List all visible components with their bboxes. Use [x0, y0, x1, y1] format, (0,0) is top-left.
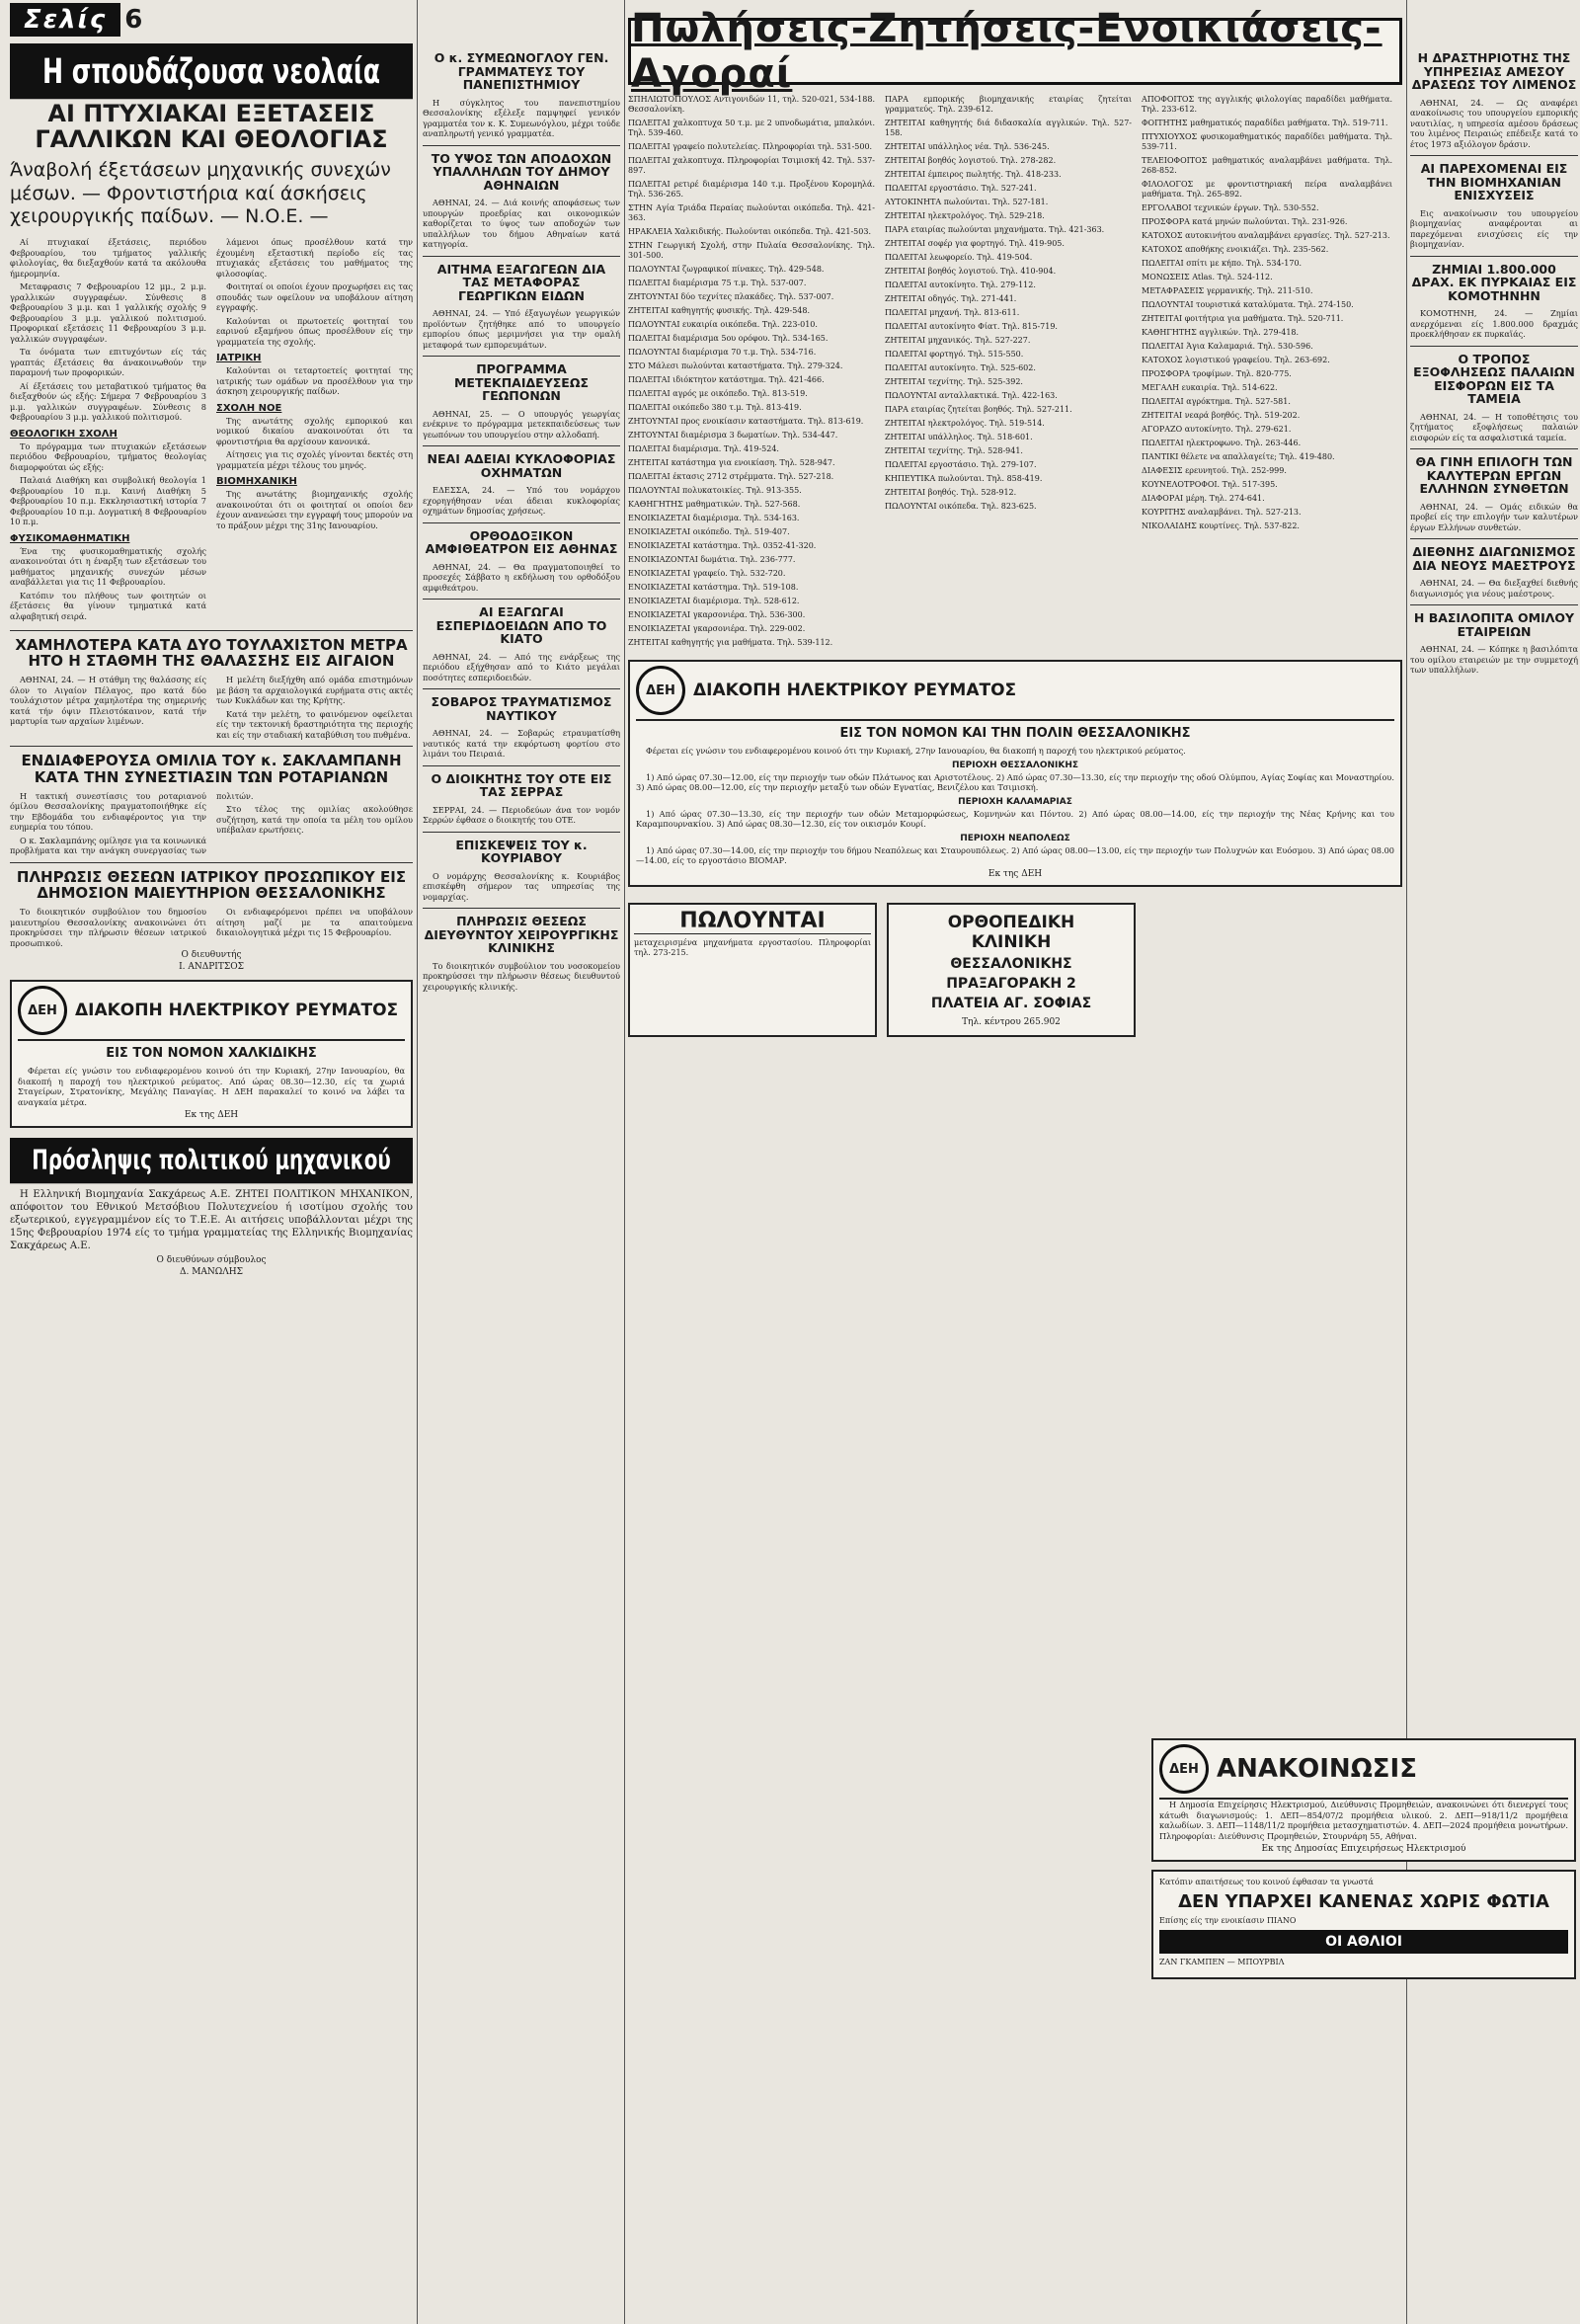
classified-ad: ΠΩΛΟΥΝΤΑΙ ζωγραφικοί πίνακες. Τηλ. 429-548.	[628, 265, 825, 274]
classified-ad: ΠΩΛΕΙΤΑΙ χαλκοπτυχα. Πληροφορίαι Τσιμισκή 42. Τηλ. 537-897.	[628, 156, 875, 175]
news-headline: ΠΛΗΡΩΣΙΣ ΘΕΣΕΩΣ ΔΙΕΥΘΥΝΤΟΥ ΧΕΙΡΟΥΡΓΙΚΗΣ ΚΛΙΝΙΚΗΣ	[424, 914, 619, 955]
classified-ad: ΖΗΤΕΙΤΑΙ έμπειρος πωλητής. Τηλ. 418-233.	[885, 170, 1062, 179]
classified-ad: ΠΩΛΕΙΤΑΙ ηλεκτροφωνο. Τηλ. 263-446.	[1142, 439, 1302, 447]
classified-ad: ΔΙΑΦΟΡΑΙ μέρη. Τηλ. 274-641.	[1142, 494, 1265, 503]
fire-footer: ΖΑΝ ΓΚΑΜΠΕΝ — ΜΠΟΥΡΒΙΛ	[1159, 1958, 1285, 1966]
divider	[423, 599, 620, 600]
article-paragraph: Εις ανακοίνωσιν του υπουργείου βιομηχανίας αναφέρονται αι παρεχόμεναι ενισχύσεις είς την βιομηχανίαν.	[1410, 207, 1578, 249]
fire-name: ΟΙ ΑΘΛΙΟΙ	[1159, 1930, 1568, 1954]
classified-ad: ΚΑΘΗΓΗΤΗΣ μαθηματικών. Τηλ. 527-568.	[628, 500, 801, 509]
engineer-body: Η Ελληνική Βιομηχανία Σακχάρεως Α.Ε. ΖΗΤΕΙ ΠΟΛΙΤΙΚΟΝ ΜΗΧΑΝΙΚΟΝ, απόφοιτον του Εθνικού Μετσόβιου Πολυτεχνείου ή ισοτίμου σχολής του εξωτερικού, εγγεγραμμένον είς το Τ.Ε.Ε. Αι αιτήσεις υποβάλλονται μέχρι της 15ης Φεβρουαρίου 1974 είς το τμήμα γραμματείας της Ελληνικής Βιομηχανίας Σακχάρεως Α.Ε.	[10, 1189, 413, 1252]
article-paragraph: ΕΔΕΣΣΑ, 24. — Υπό του νομάρχου εχορηγήθησαν νέαι άδειαι κυκλοφορίας οχημάτων δημοσίας χρήσεως.	[423, 485, 620, 516]
clinic-line: ΘΕΣΣΑΛΟΝΙΚΗΣ	[950, 955, 1072, 972]
section-tag: Σελίς	[10, 3, 120, 37]
classified-ad: ΣΤΗΝ Αγία Τριάδα Περαίας πωλούνται οικόπεδα. Τηλ. 421-363.	[628, 203, 875, 222]
fire-banner: ΔΕΝ ΥΠΑΡΧΕΙ ΚΑΝΕΝΑΣ ΧΩΡΙΣ ΦΩΤΙΑ	[1178, 1891, 1549, 1912]
divider	[423, 765, 620, 766]
signature-role: Ο διευθύνων σύμβουλος	[156, 1255, 267, 1266]
news-headline: ΝΕΑΙ ΑΔΕΙΑΙ ΚΥΚΛΟΦΟΡΙΑΣ ΟΧΗΜΑΤΩΝ	[427, 451, 616, 480]
notice-subtitle: ΕΙΣ ΤΟΝ ΝΟΜΟΝ ΚΑΙ ΤΗΝ ΠΟΛΙΝ ΘΕΣΣΑΛΟΝΙΚΗΣ	[839, 726, 1191, 741]
announcements-footer: Εκ της Δημοσίας Επιχειρήσεως Ηλεκτρισμού	[1261, 1844, 1466, 1854]
classified-ad: ΗΡΑΚΛΕΙΑ Χαλκιδικής. Πωλούνται οικόπεδα. Τηλ. 421-503.	[628, 227, 871, 236]
section-header	[10, 0, 413, 40]
classified-ad: ΖΗΤΕΙΤΑΙ σοφέρ για φορτηγό. Τηλ. 419-905.	[885, 239, 1065, 248]
classified-ad: ΣΤΟ Μάλεσι πωλούνται καταστήματα. Τηλ. 279-324.	[628, 361, 843, 370]
classified-ad: ΠΩΛΕΙΤΑΙ σπίτι με κήπο. Τηλ. 534-170.	[1142, 259, 1303, 268]
classified-ad: ΖΗΤΕΙΤΑΙ καθηγητής διά διδασκαλία αγγλικών. Τηλ. 527-158.	[885, 119, 1132, 137]
notice-header	[18, 986, 405, 1041]
classified-ad: ΠΩΛΕΙΤΑΙ μηχανή. Τηλ. 813-611.	[885, 308, 1020, 317]
article-paragraph: Καλούνται οι τεταρτοετείς φοιτηταί της ιατρικής των ομάδων να προσέλθουν για την άσκηση χειρουργικής παίδων.	[216, 365, 413, 397]
divider	[423, 908, 620, 909]
divider	[1410, 538, 1578, 539]
section-number: 6	[124, 5, 143, 35]
ads-column-a	[628, 95, 875, 652]
classified-ad: ΠΩΛΕΙΤΑΙ αυτοκίνητο. Τηλ. 279-112.	[885, 280, 1036, 289]
notice-title: ΔΙΑΚΟΠΗ ΗΛΕΚΤΡΙΚΟΥ ΡΕΥΜΑΤΟΣ	[693, 681, 1017, 700]
clinic-line: ΠΡΑΞΑΓΟΡΑΚΗ 2	[946, 975, 1076, 992]
divider	[1410, 256, 1578, 257]
classified-ad: ΠΩΛΕΙΤΑΙ αγρόκτημα. Τηλ. 527-581.	[1142, 397, 1291, 406]
notice-intro: Φέρεται είς γνώσιν του ενδιαφερομένου κοινού ότι την Κυριακή, 27ην Ιανουαρίου, θα διακοπή η παροχή του ηλεκτρικού ρεύματος.	[646, 746, 1186, 756]
classified-ad: ΖΗΤΕΙΤΑΙ υπάλληλος. Τηλ. 518-601.	[885, 433, 1033, 441]
news-headline: Ο ΤΡΟΠΟΣ ΕΞΟΦΛΗΣΕΩΣ ΠΑΛΑΙΩΝ ΕΙΣΦΟΡΩΝ ΕΙΣ ΤΑ ΤΑΜΕΙΑ	[1413, 351, 1575, 406]
classified-ad: ΠΑΝΤΙΚΙ θέλετε να απαλλαγείτε; Τηλ. 419-480.	[1142, 452, 1335, 461]
article-paragraph: Στο τέλος της ομιλίας ακολούθησε συζήτηση, κατά την οποία τα μέλη του ομίλου υπέβαλαν ερωτήσεις.	[216, 804, 413, 836]
notice-footer: Εκ της ΔΕΗ	[988, 868, 1043, 879]
classified-ad: ΠΩΛΟΥΝΤΑΙ ευκαιρία οικόπεδα. Τηλ. 223-010.	[628, 320, 818, 329]
divider	[10, 862, 413, 863]
classified-ad: ΜΕΓΑΛΗ ευκαιρία. Τηλ. 514-622.	[1142, 383, 1278, 392]
signature-name: Ι. ΑΝΔΡΙΤΣΟΣ	[179, 962, 244, 973]
rotary-headline: ΕΝΔΙΑΦΕΡΟΥΣΑ ΟΜΙΛΙΑ ΤΟΥ κ. ΣΑΚΛΑΜΠΑΝΗ ΚΑΤΑ ΤΗΝ ΣΥΝΕΣΤΙΑΣΙΝ ΤΩΝ ΡΟΤΑΡΙΑΝΩΝ	[21, 752, 402, 786]
youth-banner: Η σπουδάζουσα νεολαία	[10, 43, 413, 99]
divider	[1410, 448, 1578, 449]
divider	[1410, 346, 1578, 347]
ads-column-c	[1142, 95, 1392, 652]
announcements-block	[1151, 1730, 1576, 1979]
notice-title: ΔΙΑΚΟΠΗ ΗΛΕΚΤΡΙΚΟΥ ΡΕΥΜΑΤΟΣ	[75, 1001, 399, 1021]
article-paragraph: Μεταφρασις 7 Φεβρουαρίου 12 μμ., 2 μ.μ. γραλλικών συγγραφέων. Σύνθεσις 8 Φεβρουαρίου 3 μ.μ. και 1 γαλλικής σχολής 9 Φεβρουαρίου 3 μ.μ. γαλλικού πολιτισμού. Προφορικαί εξετάσεις 11 Φεβρουαρίου 3 μ.μ. γαλλικών συγγραφέων.	[10, 281, 206, 344]
article-paragraph: ΑΘΗΝΑΙ, 24. — Κόπηκε η βασιλόπιτα του ομίλου εταιρειών με την συμμετοχή των υπαλλήλων.	[1410, 644, 1578, 675]
news-headline: ΟΡΘΟΔΟΞΙΚΟΝ ΑΜΦΙΘΕΑΤΡΟΝ ΕΙΣ ΑΘΗΝΑΣ	[425, 527, 618, 556]
signature-name: Δ. ΜΑΝΩΛΗΣ	[180, 1267, 243, 1278]
classified-ad: ΠΑΡΑ εταιρίας ζητείται βοηθός. Τηλ. 527-211.	[885, 405, 1072, 414]
column-classifieds	[628, 0, 1402, 1045]
divider	[1410, 604, 1578, 605]
article-paragraph: Φοιτηταί οι οποίοι έχουν προχωρήσει εις τας σπουδάς των οφείλουν να υποβάλουν αίτηση εγγραφής.	[216, 281, 413, 313]
classified-ad: ΖΗΤΕΙΤΑΙ ηλεκτρολόγος. Τηλ. 519-514.	[885, 419, 1045, 428]
theology-subhead: ΘΕΟΛΟΓΙΚΗ ΣΧΟΛΗ	[10, 428, 118, 440]
article-paragraph: ΑΘΗΝΑΙ, 24. — Υπό έξαγωγέων γεωργικών προϊόντων ζητήθηκε από το υπουργείο εμπορίου όπως μεριμνήσει για την ομαλή μεταφορά των εμπορευμάτων.	[423, 308, 620, 350]
classified-ad: ΠΩΛΕΙΤΑΙ γραφείο πολυτελείας. Πληροφορίαι τηλ. 531-500.	[628, 142, 873, 151]
divider	[423, 688, 620, 689]
classified-ad: ΖΗΤΕΙΤΑΙ βοηθός λογιστού. Τηλ. 410-904.	[885, 267, 1057, 276]
ads-column-b	[885, 95, 1132, 652]
classified-ad: ΠΩΛΕΙΤΑΙ εργοστάσιο. Τηλ. 527-241.	[885, 184, 1037, 193]
announcements-title: ΑΝΑΚΟΙΝΩΣΙΣ	[1217, 1754, 1417, 1784]
classified-ad: ΚΑΤΟΧΟΣ αποθήκης ενοικιάζει. Τηλ. 235-562.	[1142, 245, 1329, 254]
article-paragraph: ΑΘΗΝΑΙ, 25. — Ο υπουργός γεωργίας ενέκρινε το πρόγραμμα μετεκπαιδεύσεως των γεωπόνων του υπουργείου στην αλλοδαπή.	[423, 408, 620, 440]
news-headline: Η ΔΡΑΣΤΗΡΙΟΤΗΣ ΤΗΣ ΥΠΗΡΕΣΙΑΣ ΑΜΕΣΟΥ ΔΡΑΣΕΩΣ ΤΟΥ ΛΙΜΕΝΟΣ	[1411, 50, 1577, 92]
notice-body: Φέρεται είς γνώσιν του ενδιαφερομένου κοινού ότι την Κυριακή, 27ην Ιανουαρίου, θα διακοπή η παροχή του ηλεκτρικού ρεύματος. Από ώρας 08.30—12.30, είς τα χωριά Σταγείρων, Στρατονίκης, Μεγάλης Παναγίας. Η ΔΕΗ παρακαλεί το κοινό να λάβει τα αναγκαία μέτρα.	[18, 1066, 405, 1107]
divider	[10, 630, 413, 631]
notice-subtitle: ΕΙΣ ΤΟΝ ΝΟΜΟΝ ΧΑΛΚΙΔΙΚΗΣ	[106, 1046, 317, 1062]
area-text: 1) Από ώρας 07.30—13.30, είς την περιοχήν των οδών Μεταμορφώσεως, Κομνηνών και Πόντου. 2) Από ώρας 08.00—14.00, είς την περιοχήν της Νέας Κρήνης και του Καραμπουρνακίου. 3) Από ώρας 08.30—12.30, είς τον οικισμόν Κουρί.	[636, 808, 1394, 829]
classifieds-banner	[628, 6, 1402, 97]
column-rule	[417, 0, 418, 2324]
article-paragraph: ΑΘΗΝΑΙ, 24. — Η τοποθέτησις του ζητήματος εξοφλήσεως παλαιών εισφορών είς τα ασφαλιστικά ταμεία.	[1410, 411, 1578, 442]
noe-subhead: ΣΧΟΛΗ ΝΟΕ	[216, 402, 282, 414]
classified-ad: ΑΠΟΦΟΙΤΟΣ της αγγλικής φιλολογίας παραδίδει μαθήματα. Τηλ. 233-612.	[1142, 95, 1392, 114]
classified-ad: ΠΩΛΕΙΤΑΙ Άγια Καλαμαριά. Τηλ. 530-596.	[1142, 342, 1313, 351]
classified-ad: ΤΕΛΕΙΟΦΟΙΤΟΣ μαθηματικός αναλαμβάνει μαθήματα. Τηλ. 268-852.	[1142, 156, 1392, 175]
article-paragraph: Το πρόγραμμα των πτυχιακών εξετάσεων περιόδου Φεβρουαρίου, τμήματος θεολογίας διαμορφούται ώς εξής:	[10, 441, 206, 472]
news-headline: Ο ΔΙΟΙΚΗΤΗΣ ΤΟΥ ΟΤΕ ΕΙΣ ΤΑΣ ΣΕΡΡΑΣ	[431, 770, 612, 799]
article-paragraph: ΚΟΜΟΤΗΝΗ, 24. — Ζημίαι ανερχόμεναι είς 1.800.000 δραχμάς προεκλήθησαν εκ πυρκαϊάς.	[1410, 308, 1578, 339]
polountai-title: ΠΩΛΟΥΝΤΑΙ	[634, 909, 871, 934]
article-paragraph: ΑΘΗΝΑΙ, 24. — Θα πραγματοποιηθεί το προσεχές Σάββατο η εκδήλωση του ορθοδόξου αμφιθεάτρου.	[423, 561, 620, 593]
signature-role: Ο διευθυντής	[181, 950, 242, 961]
article-paragraph: Τα όνόματα των επιτυχόντων είς τάς γραπτάς έξετάσεις θα άνακοινωθούν την παραμονή των προφορικών.	[10, 347, 206, 378]
classified-ad: ΖΗΤΕΙΤΑΙ μηχανικός. Τηλ. 527-227.	[885, 336, 1031, 345]
clinic-phone: Τηλ. κέντρου 265.902	[962, 1016, 1061, 1027]
bio-subhead: ΒΙΟΜΗΧΑΝΙΚΗ	[216, 476, 297, 488]
aegean-headline: ΧΑΜΗΛΟΤΕΡΑ ΚΑΤΑ ΔΥΟ ΤΟΥΛΑΧΙΣΤΟΝ ΜΕΤΡΑ ΗΤΟ Η ΣΤΑΘΜΗ ΤΗΣ ΘΑΛΑΣΣΗΣ ΕΙΣ ΑΙΓΑΙΟΝ	[15, 636, 408, 671]
article-paragraph: Παλαιά Διαθήκη και συμβολική θεολογία 1 Φεβρουαρίου 10 π.μ. Καινή Διαθήκη 5 Φεβρουαρίου 10 π.μ. Εκκλησιαστική ιστορία 7 Φεβρουαρίου 10 π.μ. Δογματική 8 Φεβρουαρίου 10 π.μ.	[10, 475, 206, 527]
dei-logo-icon: ΔΕΗ	[636, 666, 685, 715]
classified-ad: ΕΝΟΙΚΙΑΖΟΝΤΑΙ δωμάτια. Τηλ. 236-777.	[628, 555, 796, 564]
classified-ad: ΖΗΤΕΙΤΑΙ βοηθός λογιστού. Τηλ. 278-282.	[885, 156, 1057, 165]
classified-ad: ΠΡΟΣΦΟΡΑ τροφίμων. Τηλ. 820-775.	[1142, 369, 1292, 378]
classified-ad: ΠΩΛΕΙΤΑΙ ρετιρέ διαμέρισμα 140 τ.μ. Προξένου Κορομηλά. Τηλ. 536-265.	[628, 180, 875, 199]
clinic-line: ΚΛΙΝΙΚΗ	[971, 931, 1052, 952]
divider	[423, 356, 620, 357]
fire-intro: Κατόπιν απαιτήσεως του κοινού έφθασαν τα γνωστά	[1159, 1878, 1374, 1886]
classified-ad: ΕΝΟΙΚΙΑΖΕΤΑΙ οικόπεδο. Τηλ. 519-407.	[628, 527, 790, 536]
area-title: ΠΕΡΙΟΧΗ ΚΑΛΑΜΑΡΙΑΣ	[958, 796, 1072, 807]
news-headline: ΑΙΤΗΜΑ ΕΞΑΓΩΓΕΩΝ ΔΙΑ ΤΑΣ ΜΕΤΑΦΟΡΑΣ ΓΕΩΡΓΙΚΩΝ ΕΙΔΩΝ	[436, 261, 606, 303]
classified-ad: ΠΩΛΕΙΤΑΙ αγρός με οικόπεδο. Τηλ. 813-519.	[628, 389, 808, 398]
news-headline: ΕΠΙΣΚΕΨΕΙΣ ΤΟΥ κ. ΚΟΥΡΙΑΒΟΥ	[455, 837, 588, 865]
classified-ad: ΠΩΛΕΙΤΑΙ χαλκοπτυχα 50 τ.μ. με 2 υπνοδωμάτια, μπαλκόνι. Τηλ. 539-460.	[628, 119, 875, 137]
classified-ad: ΑΥΤΟΚΙΝΗΤΑ πωλούνται. Τηλ. 527-181.	[885, 198, 1049, 206]
classified-ad: ΕΡΓΟΛΑΒΟΙ τεχνικών έργων. Τηλ. 530-552.	[1142, 203, 1319, 212]
classified-ad: ΜΕΤΑΦΡΑΣΕΙΣ γερμανικής. Τηλ. 211-510.	[1142, 286, 1313, 295]
classified-ad: ΠΑΡΑ εμπορικής βιομηχανικής εταιρίας ζητείται γραμματεύς. Τηλ. 239-612.	[885, 95, 1132, 114]
classified-ad: ΠΩΛΟΥΝΤΑΙ τουριστικά καταλύματα. Τηλ. 274-150.	[1142, 300, 1354, 309]
article-paragraph: Αίτησεις για τις σχολές γίνονται δεκτές στη γραμματεία μέχρι τέλους του μηνός.	[216, 449, 413, 470]
classified-ad: ΖΗΤΟΥΝΤΑΙ δύο τεχνίτες πλακάδες. Τηλ. 537-007.	[628, 292, 834, 301]
area-title: ΠΕΡΙΟΧΗ ΝΕΑΠΟΛΕΩΣ	[960, 833, 1070, 843]
classified-ad: ΣΤΗΝ Γεωργική Σχολή, στην Πυλαία Θεσσαλονίκης. Τηλ. 301-500.	[628, 241, 875, 260]
classified-ad: ΕΝΟΙΚΙΑΖΕΤΑΙ γκαρσονιέρα. Τηλ. 536-300.	[628, 610, 806, 619]
news-headline: ΤΟ ΥΨΟΣ ΤΩΝ ΑΠΟΔΟΧΩΝ ΥΠΑΛΛΗΛΩΝ ΤΟΥ ΔΗΜΟΥ ΑΘΗΝΑΙΩΝ	[431, 150, 612, 193]
article-paragraph: ΑΘΗΝΑΙ, 24. — Διά κοινής αποφάσεως των υπουργών προεδρίας και οικονομικών καθορίζεται το ύψος των αποδοχών των υπαλλήλων του δήμου Αθηναίων κατά κατηγορία.	[423, 198, 620, 249]
fire-ad	[1151, 1870, 1576, 1979]
classified-ad: ΕΝΟΙΚΙΑΖΕΤΑΙ κατάστημα. Τηλ. 519-108.	[628, 583, 799, 592]
article-paragraph: Η τακτική συνεστίασις του ροταριανού όμίλου Θεσσαλονίκης πραγματοποιήθηκε είς την Εβδομάδα του ενδιαφέροντος για την ευημερία του τόπου.	[10, 790, 206, 833]
classified-ad: ΠΩΛΕΙΤΑΙ έκτασις 2712 στρέμματα. Τηλ. 527-218.	[628, 472, 834, 481]
classified-ad: ΕΝΟΙΚΙΑΖΕΤΑΙ διαμέρισμα. Τηλ. 528-612.	[628, 597, 800, 605]
aegean-body	[10, 675, 413, 740]
area-title: ΠΕΡΙΟΧΗ ΘΕΣΣΑΛΟΝΙΚΗΣ	[951, 760, 1079, 770]
classifieds-bottom	[628, 895, 1402, 1045]
notice-footer: Εκ της ΔΕΗ	[184, 1110, 239, 1121]
article-paragraph: Καλούνται οι πρωτοετείς φοιτηταί του εαρινού εξαμήνου όπως προσέλθουν είς την γραμματεία της σχολής.	[216, 315, 413, 347]
phys-subhead: ΦΥΣΙΚΟΜΑΘΗΜΑΤΙΚΗ	[10, 532, 130, 544]
classified-ad: ΖΗΤΕΙΤΑΙ νεαρά βοηθός. Τηλ. 519-202.	[1142, 411, 1301, 420]
maternity-body	[10, 907, 413, 948]
fire-middle: Επίσης είς την ενοικίασιν ΠΙΑΝΟ	[1159, 1916, 1297, 1925]
divider	[423, 445, 620, 446]
classified-ad: ΠΩΛΟΥΝΤΑΙ ανταλλακτικά. Τηλ. 422-163.	[885, 391, 1058, 400]
classified-ad: ΠΑΡΑ εταιρίας πωλούνται μηχανήματα. Τηλ. 421-363.	[885, 225, 1105, 234]
classified-ad: ΠΩΛΟΥΝΤΑΙ οικόπεδα. Τηλ. 823-625.	[885, 502, 1037, 511]
classified-ad: ΠΩΛΕΙΤΑΙ εργοστάσιο. Τηλ. 279-107.	[885, 460, 1037, 469]
article-paragraph: Ο νομάρχης Θεσσαλονίκης κ. Κουριάβος επισκέφθη σήμερον τας υπηρεσίας της νομαρχίας.	[423, 870, 620, 902]
classified-ad: ΦΙΛΟΛΟΓΟΣ με φροντιστηριακή πείρα αναλαμβάνει μαθήματα. Τηλ. 265-892.	[1142, 180, 1392, 199]
classified-ad: ΕΝΟΙΚΙΑΖΕΤΑΙ κατάστημα. Τηλ. 0352-41-320.	[628, 541, 817, 550]
article-paragraph: Κατόπιν του πλήθους των φοιτητών οι έξετάσεις θα γίνουν τμηματικά κατά αλφαβητική σειρά.	[10, 590, 206, 621]
article-paragraph: Της ανωτάτης βιομηχανικής σχολής ανακοινούται ότι οι φοιτηταί οι οποίοι δεν έχουν ανανεώσει την εγγραφή τους μπορούν να το πράξουν μέχρι της 31ης Ιανουαρίου.	[216, 489, 413, 530]
announcements-notice	[1151, 1738, 1576, 1862]
classified-ad: ΠΩΛΕΙΤΑΙ φορτηγό. Τηλ. 515-550.	[885, 350, 1024, 359]
classified-ad: ΠΩΛΕΙΤΑΙ διαμέρισμα. Τηλ. 419-524.	[628, 444, 779, 453]
classified-ad: ΖΗΤΕΙΤΑΙ τεχνίτης. Τηλ. 525-392.	[885, 377, 1023, 386]
classified-ad: ΠΩΛΟΥΝΤΑΙ πολυκατοικίες. Τηλ. 913-355.	[628, 486, 802, 495]
article-paragraph: ΑΘΗΝΑΙ, 24. — Η στάθμη της θαλάσσης είς όλον το Αιγαίον Πέλαγος, προ κατά δύο τουλάχιστον μέτρα χαμηλοτέρα της σημερινής κατά τήν όψιν Πλειστόκαινον, κατά τήν μαρτυρία των αρχαίων λιμένων.	[10, 675, 206, 727]
iatriki-subhead: ΙΑΤΡΙΚΗ	[216, 353, 262, 364]
power-notice-chalkidiki	[10, 980, 413, 1128]
article-paragraph: ΑΘΗΝΑΙ, 24. — Ομάς ειδικών θα προβεί είς την επιλογήν των καλυτέρων έργων Ελλήνων συνθετών.	[1410, 501, 1578, 532]
engineer-banner: Πρόσληψις πολιτικού μηχανικού	[10, 1138, 413, 1183]
column-left	[10, 0, 413, 1279]
news-headline: ΑΙ ΠΑΡΕΧΟΜΕΝΑΙ ΕΙΣ ΤΗΝ ΒΙΟΜΗΧΑΝΙΑΝ ΕΝΙΣΧΥΣΕΙΣ	[1420, 161, 1568, 202]
classified-ad: ΚΑΤΟΧΟΣ λογιστικού γραφείου. Τηλ. 263-692.	[1142, 356, 1330, 364]
classified-ad: ΖΗΤΕΙΤΑΙ καθηγητής φυσικής. Τηλ. 429-548.	[628, 306, 811, 315]
classified-ad: ΣΠΗΛΙΩΤΟΠΟΥΛΟΣ Αντιγονιδών 11, τηλ. 520-021, 534-188. Θεσσαλονίκη.	[628, 95, 875, 114]
article-paragraph: Ένα της φυσικομαθηματικής σχολής ανακοινούται ότι η έναρξη των εξετάσεων του μαθήματος μηχανικής συνεχών μέσων αναβάλλεται για τις 11 Φεβρουαρίου.	[10, 545, 206, 588]
announcements-body: Η Δημοσία Επιχείρησις Ηλεκτρισμού, Διεύθυνσις Προμηθειών, ανακοινώνει ότι διενεργεί τους κάτωθι διαγωνισμούς: 1. ΔΕΠ—854/07/2 προμήθεια υλικού. 2. ΔΕΠ—918/11/2 προμήθεια καλωδίων. 3. ΔΕΠ—1148/11/2 προμήθεια μετασχηματιστών. 4. ΔΕΠ—2024 προμήθεια μονωτήρων. Πληροφορίαι: Διεύθυνσις Προμηθειών, Στουρνάρη 55, Αθήναι.	[1159, 1800, 1568, 1841]
rotary-body	[10, 791, 413, 856]
classified-ad: ΕΝΟΙΚΙΑΖΕΤΑΙ γραφείο. Τηλ. 532-720.	[628, 569, 786, 578]
classified-ad: ΖΗΤΕΙΤΑΙ ηλεκτρολόγος. Τηλ. 529-218.	[885, 211, 1045, 220]
classified-ad: ΠΩΛΕΙΤΑΙ ιδιόκτητον κατάστημα. Τηλ. 421-466.	[628, 375, 825, 384]
article-paragraph: Αί έξετάσεις του μεταβατικού τμήματος θα διεξαχθούν ώς εξής: Σήμερα 7 Φεβρουαρίου 3 μ.μ. γαλλικών συγγραφέων. Σύνθεσις 8 Φεβρουαρίου 3 μ.μ. γαλλικού πολιτισμού.	[10, 380, 206, 423]
divider	[423, 145, 620, 146]
classified-ad: ΖΗΤΕΙΤΑΙ υπάλληλος νέα. Τηλ. 536-245.	[885, 142, 1050, 151]
news-headline: ΣΟΒΑΡΟΣ ΤΡΑΥΜΑΤΙΣΜΟΣ ΝΑΥΤΙΚΟΥ	[431, 694, 612, 723]
classified-ad: ΚΗΠΕΥΤΙΚΑ πωλούνται. Τηλ. 858-419.	[885, 474, 1043, 483]
classified-ad: ΚΑΘΗΓΗΤΗΣ αγγλικών. Τηλ. 279-418.	[1142, 328, 1300, 337]
article-paragraph: ΑΘΗΝΑΙ, 24. — Σοβαρώς ετραυματίσθη ναυτικός κατά την εκφόρτωση φορτίου στο λιμάνι του Πειραιά.	[423, 728, 620, 759]
polountai-body: μεταχειρισμένα μηχανήματα εργοστασίου. Πληροφορίαι τηλ. 273-215.	[634, 937, 871, 957]
classified-ad: ΠΩΛΕΙΤΑΙ αυτοκίνητο Φίατ. Τηλ. 815-719.	[885, 322, 1058, 331]
news-headline: ΑΙ ΕΞΑΓΩΓΑΙ ΕΣΠΕΡΙΔΟΕΙΔΩΝ ΑΠΟ ΤΟ ΚΙΑΤΟ	[435, 604, 607, 646]
classified-ad: ΖΗΤΟΥΝΤΑΙ προς ενοικίασιν καταστήματα. Τηλ. 813-619.	[628, 417, 864, 426]
classified-ad: ΠΩΛΕΙΤΑΙ λεωφορείο. Τηλ. 419-504.	[885, 253, 1033, 262]
column-right	[1410, 0, 1578, 679]
news-headline: ΖΗΜΙΑΙ 1.800.000 ΔΡΑΧ. ΕΚ ΠΥΡΚΑΙΑΣ ΕΙΣ ΚΟΜΟΤΗΝΗΝ	[1411, 261, 1577, 303]
area-text: 1) Από ώρας 07.30—14.00, είς την περιοχήν του δήμου Νεαπόλεως και Σταυρουπόλεως. 2) Από ώρας 08.00—13.00, είς την περιοχήν των Πολυχνών και Ευόσμου. 3) Από ώρας 08.00—14.00, είς το εργοστάσιο ΒΙΟΜΑΡ.	[636, 844, 1394, 865]
divider	[423, 832, 620, 833]
classified-ad: ΝΙΚΟΛΑΙΔΗΣ κουρτίνες. Τηλ. 537-822.	[1142, 521, 1300, 530]
clinic-line: ΟΡΘΟΠΕΔΙΚΗ	[947, 912, 1075, 932]
article-paragraph: Κατά την μελέτη, το φαινόμενον οφείλεται είς την τεκτονική δραστηριότητα της περιοχής και είς την σταδιακή καταβύθιση του πυθμένα.	[216, 708, 413, 740]
article-paragraph: Ο κ. Σακλαμπάνης ομίλησε για τα κοινωνικά προβλήματα και την ανάγκη συνεργασίας των πολιτών.	[10, 790, 254, 856]
area-text: 1) Από ώρας 07.30—12.00, είς την περιοχήν των οδών Πλάτωνος και Αριστοτέλους. 2) Από ώρας 07.30—13.30, είς την περιοχήν της οδού Ολύμπου, Αγίας Σοφίας και Μοναστηρίου. 3) Από ώρας 08.00—12.00, είς την περιοχήν μεταξύ των οδών Εγνατίας, Βενιζέλου και Τσιμισκή.	[636, 771, 1394, 792]
news-headline: ΘΑ ΓΙΝΗ ΕΠΙΛΟΓΗ ΤΩΝ ΚΑΛΥΤΕΡΩΝ ΕΡΓΩΝ ΕΛΛΗΝΩΝ ΣΥΝΘΕΤΩΝ	[1415, 454, 1573, 496]
news-headline: ΠΡΟΓΡΑΜΜΑ ΜΕΤΕΚΠΑΙΔΕΥΣΕΩΣ ΓΕΩΠΟΝΩΝ	[453, 361, 590, 403]
classified-ad: ΦΟΙΤΗΤΗΣ μαθηματικός παραδίδει μαθήματα. Τηλ. 519-711.	[1142, 119, 1388, 127]
exams-lead: Άναβολή έξετάσεων μηχανικής συνεχών μέσων. — Φροντιστήρια καί άσκήσεις χειρουργικής παίδων. — Ν.Ο.Ε. —	[10, 158, 391, 228]
classified-ad: ΚΟΥΡΙΤΗΣ αναλαμβάνει. Τηλ. 527-213.	[1142, 508, 1302, 517]
article-paragraph: Η σύγκλητος του πανεπιστημίου Θεσσαλονίκης εξέλεξε παμψηφεί γενικόν γραμματέα τον κ. Κ. Συμεωνόγλου, μέχρι τούδε αναπληρωτή γενικό γραμματέα.	[423, 97, 620, 138]
clinic-line: ΠΛΑΤΕΙΑ ΑΓ. ΣΟΦΙΑΣ	[930, 995, 1092, 1011]
classified-ad: ΑΓΟΡΑΖΟ αυτοκίνητο. Τηλ. 279-621.	[1142, 425, 1292, 434]
article-paragraph: Αί πτυχιακαί έξετάσεις, περιόδου Φεβρουαρίου, του τμήματος γαλλικής φιλολογίας, θα διεξαχθούν κατά τα ακόλουθα ήμερομηνία.	[10, 237, 206, 279]
article-paragraph: ΑΘΗΝΑΙ, 24. — Από της ενάρξεως της περιόδου εξήχθησαν από το Κιάτο μεγάλαι ποσότητες εσπεριδοειδών.	[423, 651, 620, 682]
divider	[423, 256, 620, 257]
notice-header	[636, 666, 1394, 721]
article-paragraph: ΑΘΗΝΑΙ, 24. — Θα διεξαχθεί διεθνής διαγωνισμός για νέους μαέστρους.	[1410, 578, 1578, 599]
column-news	[423, 0, 620, 995]
notice-header	[1159, 1744, 1568, 1800]
divider	[1410, 155, 1578, 156]
classified-ad: ΕΝΟΙΚΙΑΖΕΤΑΙ διαμέρισμα. Τηλ. 534-163.	[628, 514, 800, 522]
power-notice-thessaloniki	[628, 660, 1402, 887]
maternity-headline: ΠΛΗΡΩΣΙΣ ΘΕΣΕΩΝ ΙΑΤΡΙΚΟΥ ΠΡΟΣΩΠΙΚΟΥ ΕΙΣ ΔΗΜΟΣΙΟΝ ΜΑΙΕΥΤΗΡΙΟΝ ΘΕΣΣΑΛΟΝΙΚΗΣ	[16, 867, 407, 902]
article-paragraph: Η μελέτη διεξήχθη από ομάδα επιστημόνων με βάση τα αρχαιολογικά ευρήματα στις ακτές των Κυκλάδων και της Κρήτης.	[216, 675, 413, 706]
classified-ad: ΖΗΤΟΥΝΤΑΙ διαμέρισμα 3 δωματίων. Τηλ. 534-447.	[628, 431, 838, 440]
article-paragraph: λάμενοι όπως προσέλθουν κατά την έχουμένη εξεταστική περίοδο είς τας πτυχιακάς εξετάσεις του μαθήματος της φιλοσοφίας.	[216, 237, 413, 279]
article-paragraph: Της ανωτάτης σχολής εμπορικού και νομικού δικαίου ανακοινούται ότι τα φροντιστήρια θα αρχίσουν κανονικά.	[216, 415, 413, 446]
classified-ad: ΠΤΥΧΙΟΥΧΟΣ φυσικομαθηματικός παραδίδει μαθήματα. Τηλ. 539-711.	[1142, 132, 1392, 151]
classified-ad: ΖΗΤΕΙΤΑΙ τεχνίτης. Τηλ. 528-941.	[885, 446, 1023, 455]
classified-ad: ΖΗΤΕΙΤΑΙ οδηγός. Τηλ. 271-441.	[885, 294, 1017, 303]
exams-headline: ΑΙ ΠΤΥΧΙΑΚΑΙ ΕΞΕΤΑΣΕΙΣ ΓΑΛΛΙΚΩΝ ΚΑΙ ΘΕΟΛΟΓΙΑΣ	[35, 100, 388, 153]
divider	[10, 746, 413, 747]
news-headline: Η ΒΑΣΙΛΟΠΙΤΑ ΟΜΙΛΟΥ ΕΤΑΙΡΕΙΩΝ	[1413, 610, 1575, 639]
article-paragraph: ΣΕΡΡΑΙ, 24. — Περιοδεύων άνα τον νομόν Σερρών έφθασε ο διοικητής του ΟΤΕ.	[423, 804, 620, 825]
polountai-box	[628, 903, 877, 1037]
classified-ad: ΜΟΝΩΣΕΙΣ Atlas. Τηλ. 524-112.	[1142, 273, 1273, 281]
classified-ad: ΔΙΑΦΕΣΙΣ ερευνητού. Τηλ. 252-999.	[1142, 466, 1287, 475]
dei-logo-icon: ΔΕΗ	[18, 986, 67, 1035]
classified-ad: ΖΗΤΕΙΤΑΙ φοιτήτρια για μαθήματα. Τηλ. 520-711.	[1142, 314, 1344, 323]
classified-ad: ΠΩΛΕΙΤΑΙ διαμέρισμα 75 τ.μ. Τηλ. 537-007.	[628, 279, 807, 287]
news-headline: ΔΙΕΘΝΗΣ ΔΙΑΓΩΝΙΣΜΟΣ ΔΙΑ ΝΕΟΥΣ ΜΑΕΣΤΡΟΥΣ	[1412, 544, 1576, 573]
classifieds-grid	[628, 95, 1402, 652]
classified-ad: ΖΗΤΕΙΤΑΙ κατάστημα για ενοικίαση. Τηλ. 528-947.	[628, 458, 835, 467]
classified-ad: ΠΩΛΕΙΤΑΙ οικόπεδο 380 τ.μ. Τηλ. 813-419.	[628, 403, 802, 412]
article-paragraph: Οι ενδιαφερόμενοι πρέπει να υποβάλουν αίτηση μαζί με τα απαιτούμενα δικαιολογητικά μέχρι τις 15 Φεβρουαρίου.	[216, 907, 413, 938]
classified-ad: ΠΩΛΕΙΤΑΙ αυτοκίνητο. Τηλ. 525-602.	[885, 363, 1036, 372]
classified-ad: ΠΡΟΣΦΟΡΑ κατά μηνών πωλούνται. Τηλ. 231-926.	[1142, 217, 1348, 226]
divider	[423, 522, 620, 523]
classified-ad: ΕΝΟΙΚΙΑΖΕΤΑΙ γκαρσονιέρα. Τηλ. 229-002.	[628, 624, 806, 633]
orthopedic-clinic-ad	[887, 903, 1136, 1037]
article-paragraph: Το διοικητικόν συμβούλιον του δημοσίου μαιευτηρίου Θεσσαλονίκης ανακοινώνει ότι προκηρύσσει την πλήρωσιν θέσεων ιατρικού προσωπικού.	[10, 907, 206, 948]
classified-ad: ΚΑΤΟΧΟΣ αυτοκινήτου αναλαμβάνει εργασίες. Τηλ. 527-213.	[1142, 231, 1390, 240]
classified-ad: ΚΟΥΝΕΛΟΤΡΟΦΟΙ. Τηλ. 517-395.	[1142, 480, 1278, 489]
article-paragraph: Το διοικητικόν συμβούλιον του νοσοκομείου προκηρύσσει την πλήρωσιν θέσεως διευθυντού χειρουργικής κλινικής.	[423, 960, 620, 992]
classified-ad: ΖΗΤΕΙΤΑΙ καθηγητής για μαθήματα. Τηλ. 539-112.	[628, 638, 833, 647]
dei-logo-icon: ΔΕΗ	[1159, 1744, 1209, 1794]
classified-ad: ΠΩΛΕΙΤΑΙ διαμέρισμα 5ου ορόφου. Τηλ. 534-165.	[628, 334, 829, 343]
news-headline: Ο κ. ΣΥΜΕΩΝΟΓΛΟΥ ΓΕΝ. ΓΡΑΜΜΑΤΕΥΣ ΤΟΥ ΠΑΝΕΠΙΣΤΗΜΙΟΥ	[434, 50, 609, 92]
article-paragraph: ΑΘΗΝΑΙ, 24. — Ως αναφέρει ανακοίνωσις του υπουργείου εμπορικής ναυτιλίας, η υπηρεσία αμέσου δράσεως του λιμένος Πειραιώς επέδειξε κατά το έτος 1973 αξιόλογον δράσιν.	[1410, 97, 1578, 149]
column-rule	[624, 0, 625, 2324]
classified-ad: ΖΗΤΕΙΤΑΙ βοηθός. Τηλ. 528-912.	[885, 488, 1017, 497]
classified-ad: ΠΩΛΟΥΝΤΑΙ διαμέρισμα 70 τ.μ. Τηλ. 534-716.	[628, 348, 817, 357]
classifieds-title: Πωλήσεις-Ζητήσεις-Ενοικιάσεις-Αγοραί	[631, 6, 1382, 97]
exams-body	[10, 237, 413, 624]
